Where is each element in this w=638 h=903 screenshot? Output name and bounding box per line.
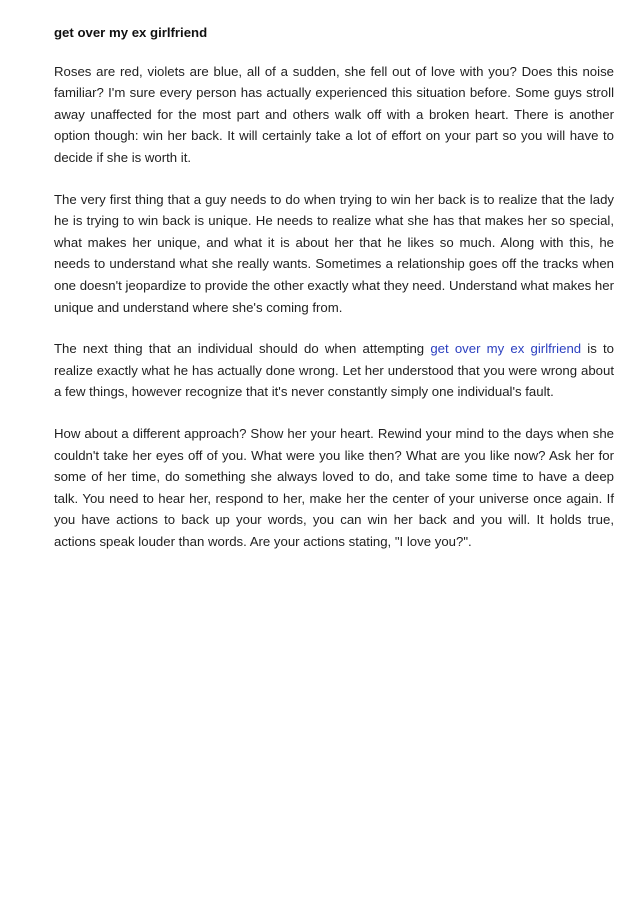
paragraph-3 xyxy=(54,338,614,403)
paragraph-3-text-before: The next thing that an individual should do when attempting xyxy=(54,341,431,357)
paragraph-3-text-after: is to realize exactly what he has actually done wrong. Let her understood that you were wrong about a few things, however recognize that it's never constantly simply one individual's fault. xyxy=(54,341,614,400)
document-page xyxy=(54,22,614,572)
keyword-link[interactable]: get over my ex girlfriend xyxy=(430,341,582,357)
paragraph-2: The very first thing that a guy needs to do when trying to win her back is to realize that the lady he is trying to win back is unique. He needs to realize what she has that makes her so special, what makes her unique, and what it is about her that he likes so much. Along with this, he needs to understand what she really wants. Sometimes a relationship goes off the tracks when one doesn't jeopardize to provide the other exactly what they need. Understand what makes her unique and understand where she's coming from. xyxy=(54,191,614,315)
document-title: get over my ex girlfriend xyxy=(54,25,208,40)
paragraph-4: How about a different approach? Show her your heart. Rewind your mind to the days when she couldn't take her eyes off of you. What were you like then? What are you like now? Ask her for some of her time, do something she always loved to do, and take some time to have a deep talk. You need to hear her, respond to her, make her the center of your universe once again. If you have actions to back up your words, you can win her back and you will. It holds true, actions speak louder than words. Are your actions stating, "I love you?". xyxy=(54,425,614,549)
paragraph-1: Roses are red, violets are blue, all of a sudden, she fell out of love with you? Does this noise familiar? I'm sure every person has actually experienced this situation before. Some guys stroll away unaffected for the most part and others walk off with a broken heart. There is another option though: win her back. It will certainly take a lot of effort on your part so you will have to decide if she is worth it. xyxy=(54,63,614,165)
